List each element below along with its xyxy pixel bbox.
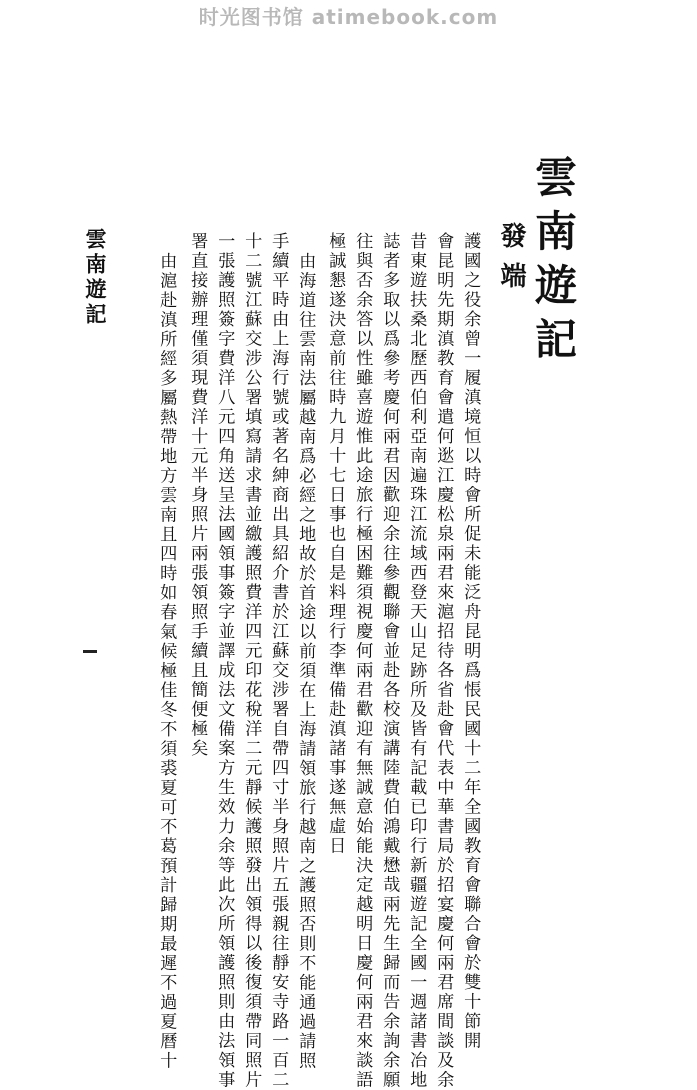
running-head: 雲南遊記: [83, 228, 108, 328]
text-column-11: 署直接辦理僅須現費洋十元半身照片兩張領照手續且簡便極矣: [187, 232, 208, 759]
chapter-heading: 發端: [496, 222, 526, 302]
text-column-2: 會昆明先期滇教育會遣何逖江慶松泉兩君來滬招待各省赴會代表中華書局於招宴慶何兩君席間談及余: [433, 232, 454, 1090]
text-column-8: 手續平時由上海行號或著名紳商出具紹介書於江蘇交涉署自帶四寸半身照片五張親往靜安寺路一百二: [268, 232, 289, 1090]
text-column-3: 昔東遊扶桑北歷西伯利亞南遍珠江流域西登天山足跡所及皆有記載已印行新疆遊記全國一週諸書冶地: [406, 232, 427, 1090]
text-column-1: 護國之役余曾一履滇境恒以時會所促未能泛舟昆明爲悵民國十二年全國教育會聯合會於雙十節開: [460, 232, 481, 1051]
text-column-5: 往與否余答以性雖喜遊惟此途旅行極困難須視慶何兩君歡迎有無誠意始能決定越明日慶何兩君來談語: [352, 232, 373, 1090]
page-number-mark: [83, 650, 97, 653]
text-column-10: 一張護照簽字費洋八元四角送呈法國領事簽字並譯成法文備案方生效力余等此次所領護照則由法領事: [214, 232, 235, 1090]
watermark-text: 时光图书馆 atimebook.com: [198, 5, 499, 29]
book-title: 雲南遊記: [529, 155, 578, 371]
text-column-6: 極誠懇遂決意前往時九月十七日事也自是料理行李準備赴滇諸事遂無虛日: [325, 232, 346, 856]
text-column-7: 由海道往雲南法屬越南爲必經之地故於首途以前須在上海請領旅行越南之護照否則不能通過請照: [295, 252, 316, 1071]
text-column-9: 十二號江蘇交涉公署填寫請求書並繳護照費洋四元印花稅洋二元靜候護照發出領得以後復須帶同照片: [241, 232, 262, 1090]
text-column-4: 誌者多取以爲參考慶何兩君因歡迎余往參觀聯會並赴各校演講陸費伯鴻戴懋哉兩先生歸而告余詢余願: [379, 232, 400, 1090]
text-column-12: 由滬赴滇所經多屬熱帶地方雲南且四時如春氣候極佳冬不須裘夏可不葛預計歸期最遲不過夏曆十: [156, 252, 177, 1071]
page-number: [83, 650, 107, 653]
